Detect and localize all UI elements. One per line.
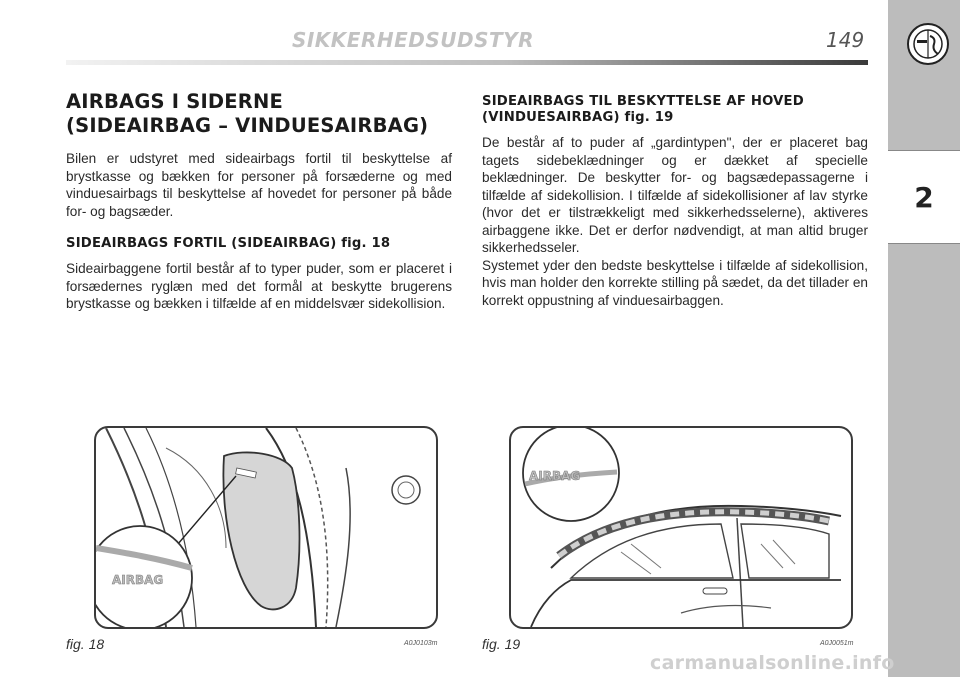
window-airbag-heading-line2: (VINDUESAIRBAG) fig. 19 xyxy=(482,110,674,125)
figure-18 xyxy=(94,426,438,629)
header-rule xyxy=(66,60,868,65)
seat-airbag-illustration xyxy=(96,428,436,627)
figure-19-code: A0J0051m xyxy=(820,640,854,647)
fig19-airbag-label: AIRBAG xyxy=(529,469,581,483)
alfa-romeo-logo-icon xyxy=(906,22,950,66)
right-column xyxy=(482,94,868,309)
main-heading xyxy=(66,90,452,138)
window-airbag-heading xyxy=(482,94,868,126)
section-title: SIKKERHEDSUDSTYR xyxy=(291,28,535,52)
figure-18-code: A0J0103m xyxy=(404,640,438,647)
window-airbag-paragraph-2: Systemet yder den bedste beskyttelse i tilfælde af sidekollision, hvis man holder den korrekte stilling på sædet, da det tillader en korrekt oppustning af vinduesairbaggen. xyxy=(482,257,868,308)
watermark: carmanualsonline.info xyxy=(650,652,895,674)
main-heading-line1: AIRBAGS I SIDERNE xyxy=(66,90,284,113)
window-airbag-heading-line1: SIDEAIRBAGS TIL BESKYTTELSE AF HOVED xyxy=(482,94,804,109)
front-side-airbag-heading: SIDEAIRBAGS FORTIL (SIDEAIRBAG) fig. 18 xyxy=(66,236,391,251)
sidebar xyxy=(888,0,960,677)
intro-paragraph: Bilen er udstyret med sideairbags fortil til beskyttelse af brystkasse og bækken for personer på forsæderne og med vinduesairbags til beskyttelse af hovedet for personer på både for- og bagsæder. xyxy=(66,151,452,219)
fig18-airbag-label: AIRBAG xyxy=(112,573,164,587)
main-heading-line2: (SIDEAIRBAG – VINDUESAIRBAG) xyxy=(66,114,429,137)
left-column xyxy=(66,90,452,313)
front-side-airbag-paragraph: Sideairbaggene fortil består af to typer puder, som er placeret i forsædernes ryglæn med det formål at beskytte brugerens brystkasse og bækken i tilfælde af en middelsvær sidekollision. xyxy=(66,261,452,311)
figure-19 xyxy=(509,426,853,629)
figure-19-caption: fig. 19 xyxy=(482,636,521,652)
chapter-tab xyxy=(888,150,960,244)
chapter-number: 2 xyxy=(914,180,934,214)
window-airbag-paragraph-1: De består af to puder af „gardintypen", der er placeret bag tagets sidebeklædninger og er dækket af specielle beklædninger. De beskytter for- og bagsædepassagerne i tilfælde af sidekollision. I tilfælde af sidekollisioner af lav styrke (hvor det er tilstrækkeligt med sikkerhedsselerne), aktiveres airbaggene ikke. Det er derfor nødvendigt, at man altid bruger sikkerhedsseler. xyxy=(482,135,868,255)
figure-18-caption: fig. 18 xyxy=(66,636,105,652)
window-airbag-illustration xyxy=(511,428,851,627)
page-number: 149 xyxy=(826,28,865,52)
